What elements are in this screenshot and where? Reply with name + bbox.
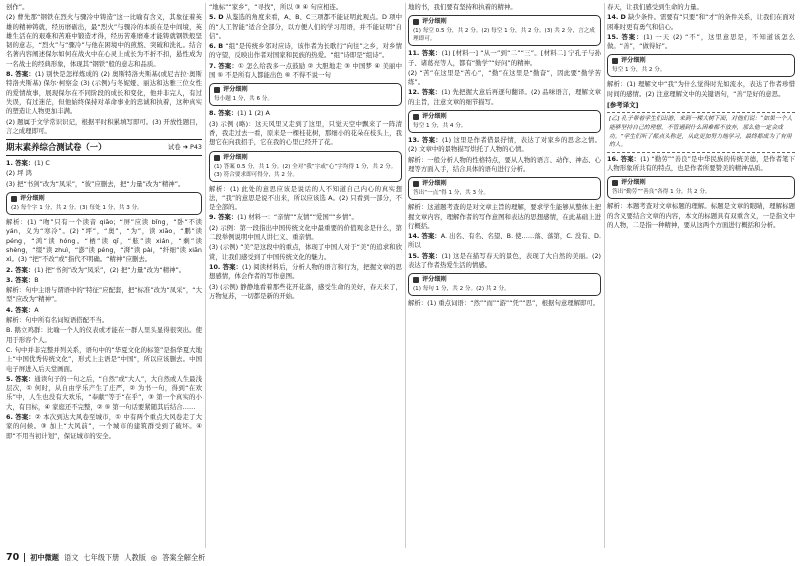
scoring-box <box>408 177 601 200</box>
scoring-text: (2) 每个字 1 分，共 2 分。(3) 每处 1 分，共 3 分。 <box>11 205 143 212</box>
question-label: 6. 答案： <box>6 412 35 421</box>
answer-text: “组”是传统乡邻对应诗，该作者为长歌行“向往”之乡，对乡情的守望，反映出作者对国家和民族的热爱。“组”诗即是“组诗”。 <box>209 42 402 60</box>
text: 创作”。 <box>6 3 29 11</box>
scoring-box <box>408 15 601 46</box>
section-title: 期末素养综合测试卷（一） <box>6 142 107 153</box>
question-label: 8. 答案： <box>6 70 35 79</box>
answer-5 <box>6 375 202 412</box>
answer-label: 答案全解全析 <box>162 552 206 562</box>
question-label: 2. 答案： <box>6 265 35 274</box>
page-number: 70 <box>6 551 20 563</box>
text: (3) (示例) “美”是这段中的重点，体现了中国人对于“美”的追求和欣赏，让我们感受到了中国传统文化的魅力。 <box>209 243 402 261</box>
question-label: 14. D <box>607 13 626 22</box>
question-label: 15. 答案： <box>408 251 442 260</box>
answer-text: (1) 这里是作者借景抒情，表达了对家乡的思念之情。(2) 文章中的景物描写烘托了人物的心情。 <box>408 136 601 154</box>
reference-translation: [乙] 孔子带着学生们出游，来到一棵大树下面，对他们说：“如果一个人能够坚持自己的理想，不管遇到什么困难都不放弃，那么他一定会成功。”学生们听了都点头称是，从此更加努力地学习，最终都成为了有用的人。 <box>607 112 795 152</box>
question-label: 5. D <box>209 13 224 22</box>
question-label: 1. 答案： <box>6 159 35 168</box>
answer-text: (1) [材料一] “从一”到“二”“三”。[材料二] 宁孔子与孙子、诸葛亮等人，都有“勤学”“好问”的精神。 <box>408 49 601 67</box>
answer-text: 缺少条件。需要有“只要”和“才”的条件关系，让我们在面对困难时更有勇气和信心。 <box>607 13 795 31</box>
analysis: 解析：(1) 重点词语：“然”“而”“游”“凭”“思”，根据句意理解即可。 <box>408 299 600 308</box>
scoring-text: 每空 1 分，共 2 分。 <box>612 67 666 74</box>
scoring-icon <box>612 58 618 64</box>
answer-text: B <box>34 275 39 284</box>
answer-10 <box>209 263 402 282</box>
grade: 七年级下册 <box>83 552 120 562</box>
analysis: 解析：句中主语与谓语中的“特征”应配套，把“标准”改为“凤采”，“大型”应改为“精神”。 <box>6 286 202 304</box>
answer-9 <box>209 213 402 222</box>
question-label: 14. 答案： <box>408 232 441 241</box>
answer-text: 从鉴选的角度来看，A、B、C三项都不能证明此观点。D 项中的“人工智能”适合全部分，以方便人们的学习用语，并不能证明“自信”。 <box>209 13 402 40</box>
scoring-icon <box>612 180 618 186</box>
scoring-box <box>209 83 402 106</box>
scoring-title: 评分细则 <box>422 113 447 121</box>
scoring-icon <box>413 181 419 187</box>
text: (2) 题属于文学常识识记，根据平时积累填写即可。(3) 开放性题目，言之成理即可。 <box>6 117 202 135</box>
analysis: 解析：一般分析人物的性格特点，要从人物的语言、动作、神态、心理等方面入手，结合具体的语句进行分析。 <box>408 155 601 173</box>
scoring-box <box>607 176 795 199</box>
scoring-title: 评分细则 <box>223 86 248 94</box>
scoring-title: 评分细则 <box>223 153 248 161</box>
text: (3) (示例) 静静地看着那些花开花落，感受生命的美好，春天来了，万物复苏，一切都是新的开始。 <box>209 282 402 300</box>
scoring-title: 评分细则 <box>621 179 646 187</box>
scoring-box <box>408 110 601 133</box>
scoring-text: 答出“勤劳”“善良”各得 1 分，共 2 分。 <box>612 189 711 196</box>
text: 地的书，我们要有坚持和执着的精神。 <box>408 3 517 11</box>
answer-13 <box>408 136 601 155</box>
answer-12 <box>408 88 601 107</box>
answer-6 <box>209 42 402 61</box>
scoring-text: (1) 每空 0.5 分，共 2 分。(2) 每空 1 分，共 2 分。(3) 共 2 分，言之成理即可。 <box>413 28 595 43</box>
reference-translation-title: [参考译文] <box>607 101 639 110</box>
answer-text: (1) 把“书剑”改为“凤采”，(2) 把“力量”改为“精神”。 <box>34 265 186 274</box>
scoring-text: 每小题 1 分，共 6 分。 <box>214 96 273 103</box>
section-heading <box>6 139 202 156</box>
question-label: 7. 答案： <box>209 61 239 70</box>
text: 春天，让我们感受到生命的力量。 <box>607 3 703 11</box>
answer-text: (1) 先把握大意后再逐句翻译。(2) 品味语言，理解文章的主旨，注意文章的细节描写。 <box>408 88 601 106</box>
question-label: 11. 答案： <box>408 49 442 58</box>
scoring-box <box>607 54 795 77</box>
text: (3) 把“书剑”改为“凤采”，“彼”应删去，把“力量”改为“精神”。 <box>6 179 185 188</box>
text: (2) 曹先那“钢铁在烈火与骤冷中铸造”这一比喻有含义，其象征着英雄的精神铸就，经历磨砺出，最“烈火”与骤冷的本质在是中间境，英雄生活在的艰难和苦难中锻造才得，经历苦难磨难才能铸就钢铁般坚韧的意志，“烈火”与“骤冷”与他在困境中的煎熬、突破和洗礼。结合名著内容阐述保尔如何在战火中在心灵上成长为不折不扣，悬性成为一名战士的经典形象，体现其“钢铁”般的意志和品质。 <box>6 13 202 68</box>
scoring-title: 评分细则 <box>422 276 447 284</box>
answer-16 <box>607 155 795 174</box>
answer-14 <box>607 13 795 32</box>
answer-text: A <box>34 305 39 314</box>
column-1 <box>6 3 202 548</box>
analysis: 解析：本题考查对文章标题的理解。标题是文章的眼睛，理解标题的含义要结合文章的内容，本文的标题具有双重含义，一是指文中的人物，二是指一种精神，要从这两个方面进行概括和分析。 <box>607 202 795 229</box>
answer-15 <box>607 33 795 52</box>
scoring-icon <box>11 196 17 202</box>
answer-text: (1) 阅读材料后，分析人物的语言和行为，把握文章的思想感情，体会作者的写作意图。 <box>209 262 402 281</box>
answer-text: ① 怎么给我多一点鼓励 ② 大胆地走 ③ 中国梦 ④ 美丽中国 ⑤ 不是所有人都能出色 ⑥ 不得不说一句 <box>209 61 402 80</box>
divider <box>24 553 25 562</box>
analysis: 解析：(1) 此处的意思应该是说话的人不知道自己内心的真实想法，“我”的意思是说不出来，所以应该选 A。(2) 只看到一部分，不是全部的。 <box>209 184 402 212</box>
answer-text: (1) “勤劳”“善良”是中华民族的传统美德，是作者笔下人物形象所共有的特点，也是作者所要赞美的精神品质。 <box>607 154 795 173</box>
question-label: 16. 答案： <box>607 154 641 163</box>
text: B. 鹅立鸡群：比喻一个人的仪表或才能在一群人里头显得很突出。使用于形容个人。 <box>6 326 202 344</box>
answer-8 <box>6 70 202 116</box>
scoring-text: 每空 1 分，共 4 分。 <box>413 123 467 130</box>
question-label: 9. 答案： <box>209 213 238 222</box>
circle-icon: ◎ <box>150 552 158 562</box>
answer-5 <box>209 13 402 41</box>
question-label: 5. 答案： <box>6 374 35 383</box>
scoring-icon <box>214 155 220 161</box>
analysis: 解析：(1) 理解文中“我”为什么觉得时光如流水，表达了作者珍惜时间的感情。(2) 注意理解文中的关键语句，“善”是好的意思。 <box>607 80 795 98</box>
scoring-icon <box>413 19 419 25</box>
answer-text: (1) 别快是怎样炼成的 (2) 奥斯特洛夫斯基(或尼古拉·奥斯特洛夫斯基) 保尔·柯察金 (3) (示例)与冬妮娅、丽达和达雅三位女性的爱情故事，展现保尔在不同阶段的成长和变化，他并非完人，有过失误，有过迷茫，但他始终保持对革命事业的忠诚和执着，这种真实的塑造让人物更加丰满。 <box>6 70 202 116</box>
scoring-title: 评分细则 <box>621 57 646 65</box>
text: (2) 坪 鸿 <box>6 169 32 178</box>
answer-4 <box>6 306 202 315</box>
column-2 <box>209 3 402 548</box>
subject: 语文 <box>64 552 79 562</box>
text: (2) 示例：第一段指出中国传统文化中最重要的价值观念是什么，第二段举例说明中国人讲仁义、重亲情。 <box>209 223 402 242</box>
question-label: 15. 答案： <box>607 32 644 41</box>
scoring-box <box>408 273 601 296</box>
scoring-icon <box>413 114 419 120</box>
text: (2) “苦”在这里是“苦心”，“勤”在这里是“勤奋”，因此要“勤学苦练”。 <box>408 68 601 87</box>
answer-8 <box>209 109 402 118</box>
text: C. 句中并非完整并列关系，语句中的“华夏文化的标签”是指华夏大地上“中国优秀传统文化”，形式上主语是“中国”，所以应该删去。中国电子屏进入后天堂画面。 <box>6 345 202 373</box>
column-4 <box>607 3 795 548</box>
scoring-icon <box>214 87 220 93</box>
question-label: 10. 答案： <box>209 262 243 271</box>
answer-text: ② 本次到达大风卷至城市，① 中有两个重点大风卷走了大家的问候。③ 加上“大风前”，一个城市的建筑群受到了破坏。④ 即“不用当初计划”，保证城市的安全。 <box>6 412 202 440</box>
question-label: 3. 答案： <box>6 275 35 284</box>
section-page-ref: 试卷 ➜ P43 <box>167 143 202 152</box>
answer-text: (1) 材料一：“亲情”“友情”“爱国”“乡情”。 <box>237 213 358 222</box>
answer-text: (1) C <box>34 159 50 168</box>
answer-3 <box>6 276 202 285</box>
answer-7 <box>209 62 402 81</box>
text: (3) 示例 (略)：这天风里又走到了这里，只觉天空中飘来了一阵清香，我走过去一看，原来是一棵桂花树，那细小的花朵在枝头上，我想它在向我招手，它在我的心里已经开了花。 <box>209 119 402 147</box>
column-3 <box>408 3 601 548</box>
question-label: 6. B <box>209 42 224 51</box>
answer-6 <box>6 413 202 441</box>
question-label: 12. 答案： <box>408 88 442 97</box>
analysis: 解析：这道题考查的是对文章主旨的理解，要求学生能够从整体上把握文章内容，理解作者的写作意图和表达的思想感情，在此基础上进行概括。 <box>408 203 601 230</box>
scoring-title: 评分细则 <box>422 180 447 188</box>
brand-name: 初中微题 <box>30 552 59 562</box>
answer-1 <box>6 159 202 168</box>
scoring-icon <box>413 277 419 283</box>
text: “地标”“家乡”，“寻找”，所以 ③ ④ 句应相连。 <box>209 3 343 11</box>
answer-14 <box>408 232 601 251</box>
analysis: 解析：(1) “吻”只有一个读音 qiāo；“屏”应读 bǐng，“卧”不读 yán，义为“寒冷”。(2) “坪”，“奥”，“为”，读 xiāo，“鹏”读 péng，“鸿”读 hóng。“栖”读 qī，“舷”读 xián，“剩”读 shèng，“缀”读 zhuì，“澎”读 péng，“湃”读 pài，“纤细”读 xiān xì。(3) “把”不改“或”指代不明确。“精神”应删去。 <box>6 218 202 264</box>
answer-text: (1) 一天 (2) “不”，这里意思是，不知道该怎么做。“善”，“做得好”。 <box>607 32 795 51</box>
scoring-title: 评分细则 <box>422 18 447 26</box>
answer-11 <box>408 49 601 68</box>
answer-text: A. 出名、有名、名望、B. 使……落、落第，C. 没有、D. 所以 <box>408 232 601 250</box>
answer-text: (1) 1 (2) A <box>237 109 270 118</box>
scoring-title: 评分细则 <box>20 195 45 203</box>
question-label: 8. 答案： <box>209 109 238 118</box>
scoring-box <box>6 192 202 215</box>
question-label: 13. 答案： <box>408 136 443 145</box>
answer-text: (1) 这是在描写春天的景色，表现了大自然的美丽。(2) 表达了作者热爱生活的情感。 <box>408 251 601 270</box>
analysis: 解析：句中所有名词短语搭配不当。 <box>6 316 109 325</box>
answer-text: 通读句子的一句之后，“自然”或“大人”，大自然或人生最浅层次，① 何时，从自由学乐产生了庄严，② 为书一句，得到“在欢乐”中，人生也没有大欢乐，“奉献”等于“在乎”，③ 第一个真实的小大，有目标，④ 家庭还不完整，② ⑤ 第一句话要紧随其后结合…… <box>6 374 202 411</box>
page-footer <box>6 551 794 564</box>
answer-15 <box>408 252 601 271</box>
edition: 人教版 <box>124 552 146 562</box>
answer-2 <box>6 266 202 275</box>
question-label: 4. 答案： <box>6 305 35 314</box>
scoring-text: (1) 答案 0.5 分，共 1 分。(2) 全对“我”字或“心”字均得 1 分，共 2 分。(3) 符合要求即可得分，共 2 分。 <box>214 163 397 178</box>
scoring-text: 答出“一点”得 1 分，共 3 分。 <box>413 190 489 197</box>
scoring-text: (1) 每句 1 分，共 2 分。(2) 共 2 分。 <box>413 286 510 293</box>
scoring-box <box>209 151 402 182</box>
